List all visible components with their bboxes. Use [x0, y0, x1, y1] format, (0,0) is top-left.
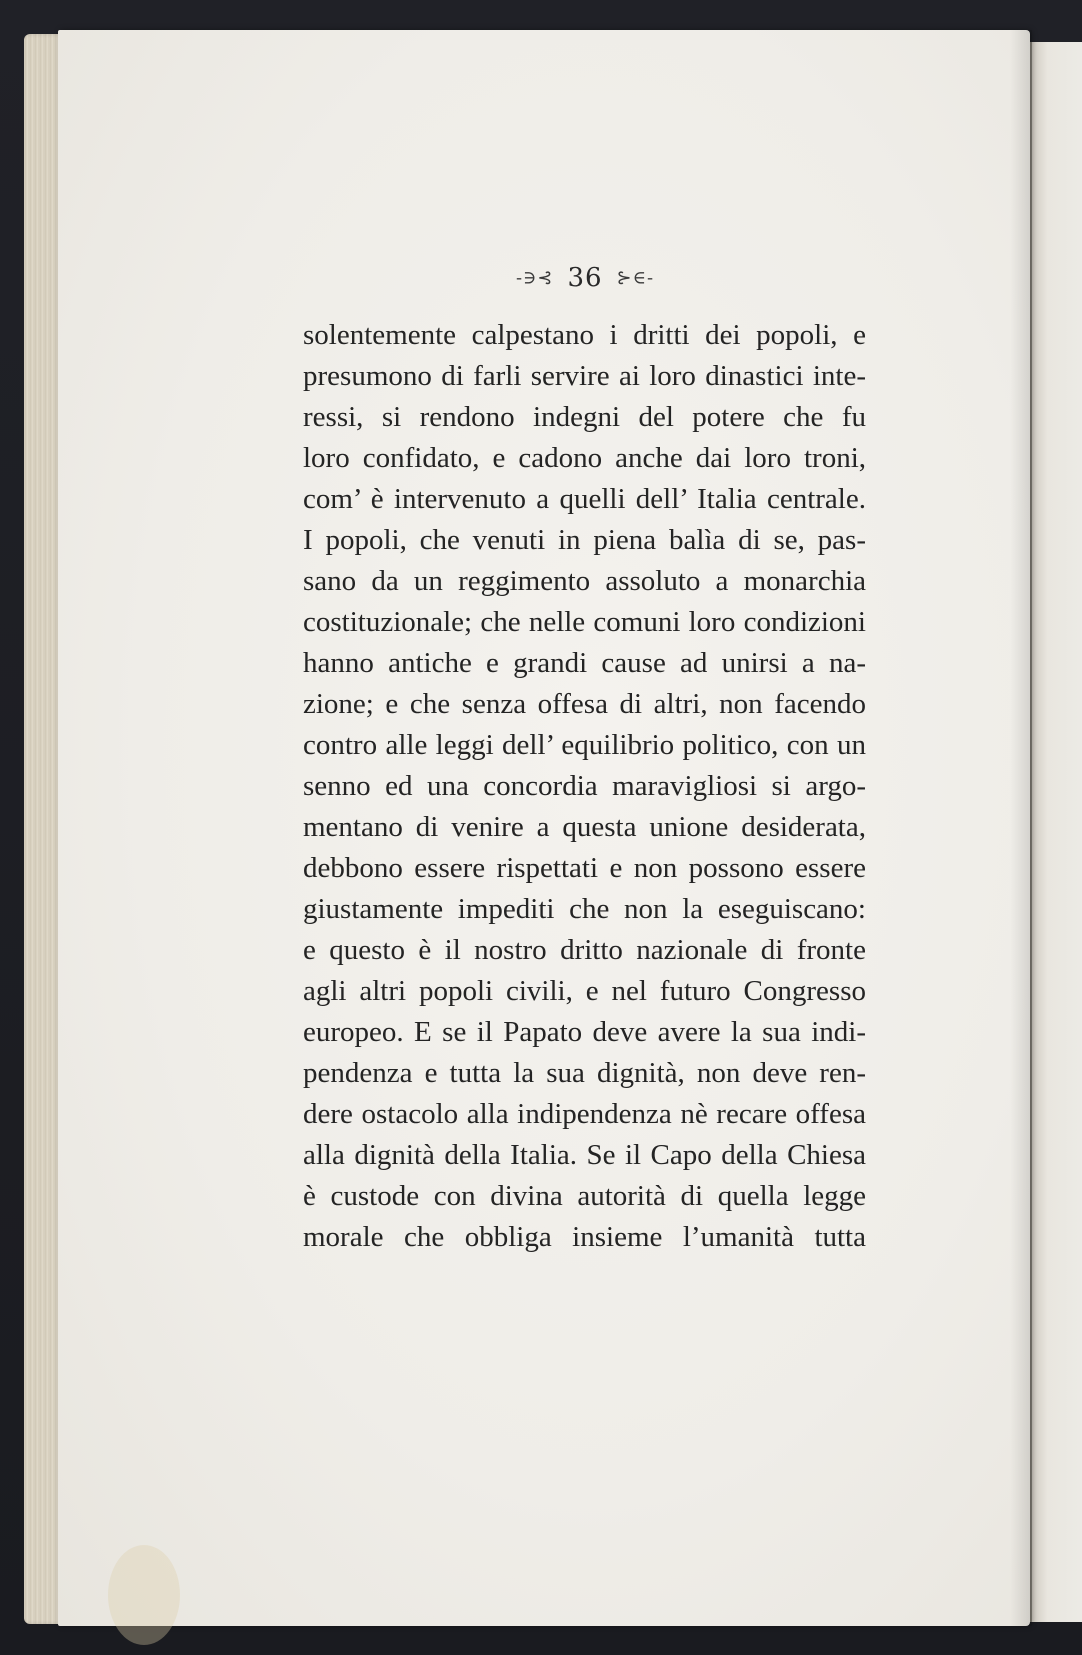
- page-number: 36: [567, 263, 603, 293]
- text-line: è custode con divina autorità di quella legge: [303, 1180, 866, 1212]
- text-line: mentano di venire a questa unione desiderata,: [303, 811, 866, 843]
- text-line: pendenza e tutta la sua dignità, non deve ren-: [303, 1057, 866, 1089]
- text-line: giustamente impediti che non la eseguiscano:: [303, 893, 866, 925]
- text-line: contro alle leggi dell’ equilibrio politico, con un: [303, 729, 866, 761]
- text-line: debbono essere rispettati e non possono essere: [303, 852, 866, 884]
- text-line: senno ed una concordia maravigliosi si argo-: [303, 770, 866, 802]
- text-line: morale che obbliga insieme l’umanità tutta: [303, 1221, 866, 1253]
- text-line: e questo è il nostro dritto nazionale di fronte: [303, 934, 866, 966]
- text-line: ressi, si rendono indegni del potere che fu: [303, 401, 866, 433]
- body-text: [303, 315, 866, 1258]
- text-line: costituzionale; che nelle comuni loro condizioni: [303, 606, 866, 638]
- ornament-right-icon: ⊱∈-: [616, 267, 655, 289]
- gutter-shadow: [1010, 30, 1032, 1626]
- running-header: [490, 262, 680, 293]
- text-line: hanno antiche e grandi cause ad unirsi a na-: [303, 647, 866, 679]
- ornament-left-icon: -∋⊰: [515, 267, 554, 289]
- text-line: I popoli, che venuti in piena balìa di se, pas-: [303, 524, 866, 556]
- text-line: presumono di farli servire ai loro dinastici inte-: [303, 360, 866, 392]
- paper-stain: [108, 1545, 180, 1645]
- facing-page-edge: [1030, 42, 1082, 1622]
- text-line: alla dignità della Italia. Se il Capo della Chiesa: [303, 1139, 866, 1171]
- text-line: solentemente calpestano i dritti dei popoli, e: [303, 319, 866, 351]
- text-line: loro confidato, e cadono anche dai loro troni,: [303, 442, 866, 474]
- text-line: europeo. E se il Papato deve avere la sua indi-: [303, 1016, 866, 1048]
- text-line: sano da un reggimento assoluto a monarchia: [303, 565, 866, 597]
- text-line: com’ è intervenuto a quelli dell’ Italia centrale.: [303, 483, 866, 515]
- text-line: agli altri popoli civili, e nel futuro Congresso: [303, 975, 866, 1007]
- text-line: dere ostacolo alla indipendenza nè recare offesa: [303, 1098, 866, 1130]
- text-line: zione; e che senza offesa di altri, non facendo: [303, 688, 866, 720]
